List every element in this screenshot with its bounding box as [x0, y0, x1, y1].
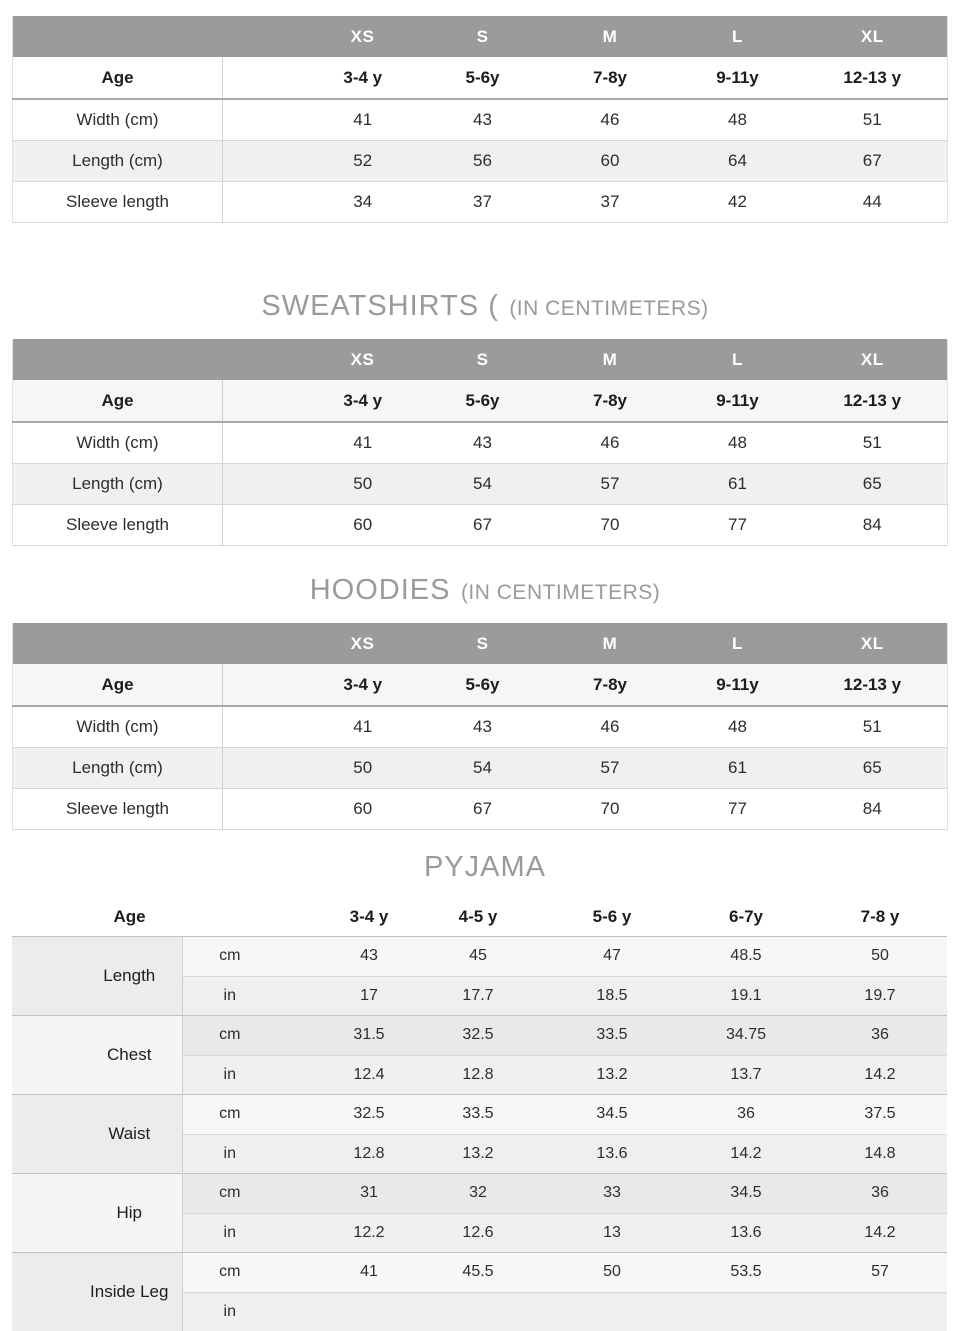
- size-value: 34: [223, 182, 423, 223]
- row-label: Width (cm): [13, 706, 223, 748]
- unit-label: cm: [182, 1174, 277, 1214]
- size-value: 50: [223, 748, 423, 789]
- age-value: 5-6 y: [545, 897, 679, 937]
- pyjama-value: 53.5: [679, 1253, 813, 1293]
- size-value: 41: [223, 422, 423, 464]
- pyjama-value: [545, 1292, 679, 1331]
- pyjama-row-cm: [12, 1253, 947, 1293]
- size-value: 46: [543, 706, 678, 748]
- unit-label: cm: [182, 937, 277, 977]
- pyjama-value: 14.2: [813, 1213, 947, 1253]
- size-header-cell: XS: [223, 623, 423, 664]
- age-label: Age: [13, 664, 223, 706]
- pyjama-value: 45.5: [411, 1253, 545, 1293]
- size-value: 67: [423, 789, 543, 830]
- size-header-cell: S: [423, 16, 543, 57]
- pyjama-value: 50: [813, 937, 947, 977]
- title-pyjama: [0, 851, 970, 884]
- size-value: 42: [678, 182, 798, 223]
- pyjama-value: 19.1: [679, 976, 813, 1016]
- pyjama-value: 43: [277, 937, 411, 977]
- pyjama-value: 36: [813, 1016, 947, 1056]
- pyjama-value: 37.5: [813, 1095, 947, 1135]
- size-value: 70: [543, 789, 678, 830]
- age-value: 5-6y: [423, 57, 543, 99]
- age-value: 3-4 y: [223, 380, 423, 422]
- pyjama-value: 31: [277, 1174, 411, 1214]
- pyjama-value: [679, 1292, 813, 1331]
- pyjama-value: 14.2: [813, 1055, 947, 1095]
- pyjama-value: 18.5: [545, 976, 679, 1016]
- group-label: Chest: [12, 1016, 182, 1095]
- header-empty-cell: [13, 16, 223, 57]
- size-value: 43: [423, 422, 543, 464]
- pyjama-value: 32: [411, 1174, 545, 1214]
- pyjama-value: 12.2: [277, 1213, 411, 1253]
- pyjama-value: 31.5: [277, 1016, 411, 1056]
- age-value: 7-8 y: [813, 897, 947, 937]
- pyjama-value: 13.2: [411, 1134, 545, 1174]
- pyjama-value: 45: [411, 937, 545, 977]
- pyjama-value: 36: [813, 1174, 947, 1214]
- unit-label: in: [182, 1134, 277, 1174]
- group-label: Inside Leg: [12, 1253, 182, 1331]
- pyjama-value: 12.8: [411, 1055, 545, 1095]
- size-value: 57: [543, 464, 678, 505]
- title-hoodies: [0, 574, 970, 607]
- size-value: 61: [678, 748, 798, 789]
- pyjama-value: 17: [277, 976, 411, 1016]
- size-header-row: [13, 623, 948, 664]
- size-value: 77: [678, 505, 798, 546]
- pyjama-value: 34.5: [545, 1095, 679, 1135]
- title-pyjama-main: PYJAMA: [424, 851, 546, 883]
- row-label: Length (cm): [13, 141, 223, 182]
- pyjama-row-cm: [12, 1095, 947, 1135]
- age-value: 5-6y: [423, 664, 543, 706]
- row-label: Length (cm): [13, 748, 223, 789]
- size-value: 77: [678, 789, 798, 830]
- size-value: 54: [423, 464, 543, 505]
- pyjama-row-cm: [12, 937, 947, 977]
- pyjama-value: [411, 1292, 545, 1331]
- size-header-cell: S: [423, 623, 543, 664]
- age-value: 6-7y: [679, 897, 813, 937]
- row-label: Sleeve length: [13, 182, 223, 223]
- size-value: 48: [678, 706, 798, 748]
- age-value: 9-11y: [678, 664, 798, 706]
- pyjama-value: 41: [277, 1253, 411, 1293]
- size-value: 41: [223, 706, 423, 748]
- table-row: [13, 505, 948, 546]
- table-row: [13, 422, 948, 464]
- size-value: 84: [798, 789, 948, 830]
- pyjama-value: 17.7: [411, 976, 545, 1016]
- size-header-cell: M: [543, 16, 678, 57]
- size-header-cell: XL: [798, 623, 948, 664]
- pyjama-value: 32.5: [277, 1095, 411, 1135]
- unit-label: cm: [182, 1016, 277, 1056]
- size-value: 51: [798, 422, 948, 464]
- size-header-cell: XL: [798, 339, 948, 380]
- pyjama-value: 32.5: [411, 1016, 545, 1056]
- age-value: 4-5 y: [411, 897, 545, 937]
- size-value: 60: [223, 789, 423, 830]
- age-value: 12-13 y: [798, 57, 948, 99]
- title-sweatshirts-sub: (IN CENTIMETERS): [509, 297, 708, 320]
- size-value: 54: [423, 748, 543, 789]
- age-value: 3-4 y: [223, 57, 423, 99]
- size-value: 52: [223, 141, 423, 182]
- age-label: Age: [13, 57, 223, 99]
- pyjama-value: 13.2: [545, 1055, 679, 1095]
- age-value: 12-13 y: [798, 380, 948, 422]
- pyjama-value: [813, 1292, 947, 1331]
- size-header-cell: L: [678, 16, 798, 57]
- pyjama-value: 57: [813, 1253, 947, 1293]
- unit-label: in: [182, 976, 277, 1016]
- pyjama-age-row: [12, 897, 947, 937]
- age-value: 3-4 y: [223, 664, 423, 706]
- age-value: 3-4 y: [277, 897, 411, 937]
- size-header-cell: XS: [223, 16, 423, 57]
- pyjama-value: 12.8: [277, 1134, 411, 1174]
- row-label: Length (cm): [13, 464, 223, 505]
- size-value: 65: [798, 748, 948, 789]
- size-value: 57: [543, 748, 678, 789]
- age-value: 7-8y: [543, 57, 678, 99]
- title-sweatshirts-main: SWEATSHIRTS (: [261, 290, 499, 322]
- pyjama-table: [12, 897, 947, 1331]
- row-label: Sleeve length: [13, 505, 223, 546]
- age-value: 9-11y: [678, 57, 798, 99]
- group-label: Waist: [12, 1095, 182, 1174]
- age-value: 5-6y: [423, 380, 543, 422]
- pyjama-row-cm: [12, 1016, 947, 1056]
- size-chart-table-hoodies: [12, 623, 948, 830]
- size-value: 41: [223, 99, 423, 141]
- size-value: 51: [798, 706, 948, 748]
- age-label: Age: [13, 380, 223, 422]
- size-header-cell: S: [423, 339, 543, 380]
- size-value: 56: [423, 141, 543, 182]
- title-hoodies-sub: (IN CENTIMETERS): [461, 581, 660, 604]
- size-header-cell: L: [678, 623, 798, 664]
- table-row: [13, 99, 948, 141]
- unit-label: in: [182, 1213, 277, 1253]
- unit-label: in: [182, 1055, 277, 1095]
- size-header-cell: M: [543, 339, 678, 380]
- table-row: [13, 182, 948, 223]
- pyjama-value: 33.5: [411, 1095, 545, 1135]
- pyjama-value: 14.8: [813, 1134, 947, 1174]
- age-value: 9-11y: [678, 380, 798, 422]
- row-label: Sleeve length: [13, 789, 223, 830]
- size-chart-table-1: [12, 16, 948, 223]
- header-empty-cell: [13, 623, 223, 664]
- pyjama-value: 48.5: [679, 937, 813, 977]
- pyjama-value: [277, 1292, 411, 1331]
- size-header-cell: L: [678, 339, 798, 380]
- unit-label: cm: [182, 1253, 277, 1293]
- age-value: 7-8y: [543, 380, 678, 422]
- row-label: Width (cm): [13, 99, 223, 141]
- table-row: [13, 464, 948, 505]
- size-header-row: [13, 339, 948, 380]
- row-label: Width (cm): [13, 422, 223, 464]
- age-row: [13, 664, 948, 706]
- group-label: Length: [12, 937, 182, 1016]
- pyjama-value: 36: [679, 1095, 813, 1135]
- size-header-cell: XL: [798, 16, 948, 57]
- size-value: 50: [223, 464, 423, 505]
- header-empty-cell: [13, 339, 223, 380]
- size-value: 67: [423, 505, 543, 546]
- pyjama-value: 14.2: [679, 1134, 813, 1174]
- size-header-row: [13, 16, 948, 57]
- pyjama-value: 13.6: [545, 1134, 679, 1174]
- pyjama-value: 47: [545, 937, 679, 977]
- size-header-cell: XS: [223, 339, 423, 380]
- pyjama-value: 13.7: [679, 1055, 813, 1095]
- age-value: 12-13 y: [798, 664, 948, 706]
- pyjama-value: 50: [545, 1253, 679, 1293]
- age-label: Age: [12, 897, 182, 937]
- title-hoodies-main: HOODIES: [310, 574, 451, 606]
- unit-label: cm: [182, 1095, 277, 1135]
- pyjama-value: 33.5: [545, 1016, 679, 1056]
- size-value: 51: [798, 99, 948, 141]
- title-sweatshirts: [0, 290, 970, 323]
- age-value: 7-8y: [543, 664, 678, 706]
- size-header-cell: M: [543, 623, 678, 664]
- size-value: 60: [223, 505, 423, 546]
- size-value: 64: [678, 141, 798, 182]
- pyjama-value: 33: [545, 1174, 679, 1214]
- size-value: 37: [543, 182, 678, 223]
- size-chart-table-sweatshirts: [12, 339, 948, 546]
- unit-label: in: [182, 1292, 277, 1331]
- size-value: 37: [423, 182, 543, 223]
- size-value: 84: [798, 505, 948, 546]
- group-label: Hip: [12, 1174, 182, 1253]
- pyjama-value: 19.7: [813, 976, 947, 1016]
- pyjama-value: 12.6: [411, 1213, 545, 1253]
- pyjama-value: 34.5: [679, 1174, 813, 1214]
- empty-cell: [182, 897, 277, 937]
- pyjama-value: 12.4: [277, 1055, 411, 1095]
- size-value: 46: [543, 422, 678, 464]
- size-value: 70: [543, 505, 678, 546]
- size-value: 46: [543, 99, 678, 141]
- age-row: [13, 57, 948, 99]
- table-row: [13, 748, 948, 789]
- size-value: 44: [798, 182, 948, 223]
- age-row: [13, 380, 948, 422]
- size-value: 48: [678, 422, 798, 464]
- pyjama-value: 13.6: [679, 1213, 813, 1253]
- size-value: 61: [678, 464, 798, 505]
- size-value: 48: [678, 99, 798, 141]
- size-value: 60: [543, 141, 678, 182]
- size-value: 67: [798, 141, 948, 182]
- table-row: [13, 141, 948, 182]
- size-value: 43: [423, 706, 543, 748]
- size-value: 65: [798, 464, 948, 505]
- pyjama-value: 34.75: [679, 1016, 813, 1056]
- table-row: [13, 706, 948, 748]
- table-row: [13, 789, 948, 830]
- pyjama-value: 13: [545, 1213, 679, 1253]
- pyjama-row-cm: [12, 1174, 947, 1214]
- size-value: 43: [423, 99, 543, 141]
